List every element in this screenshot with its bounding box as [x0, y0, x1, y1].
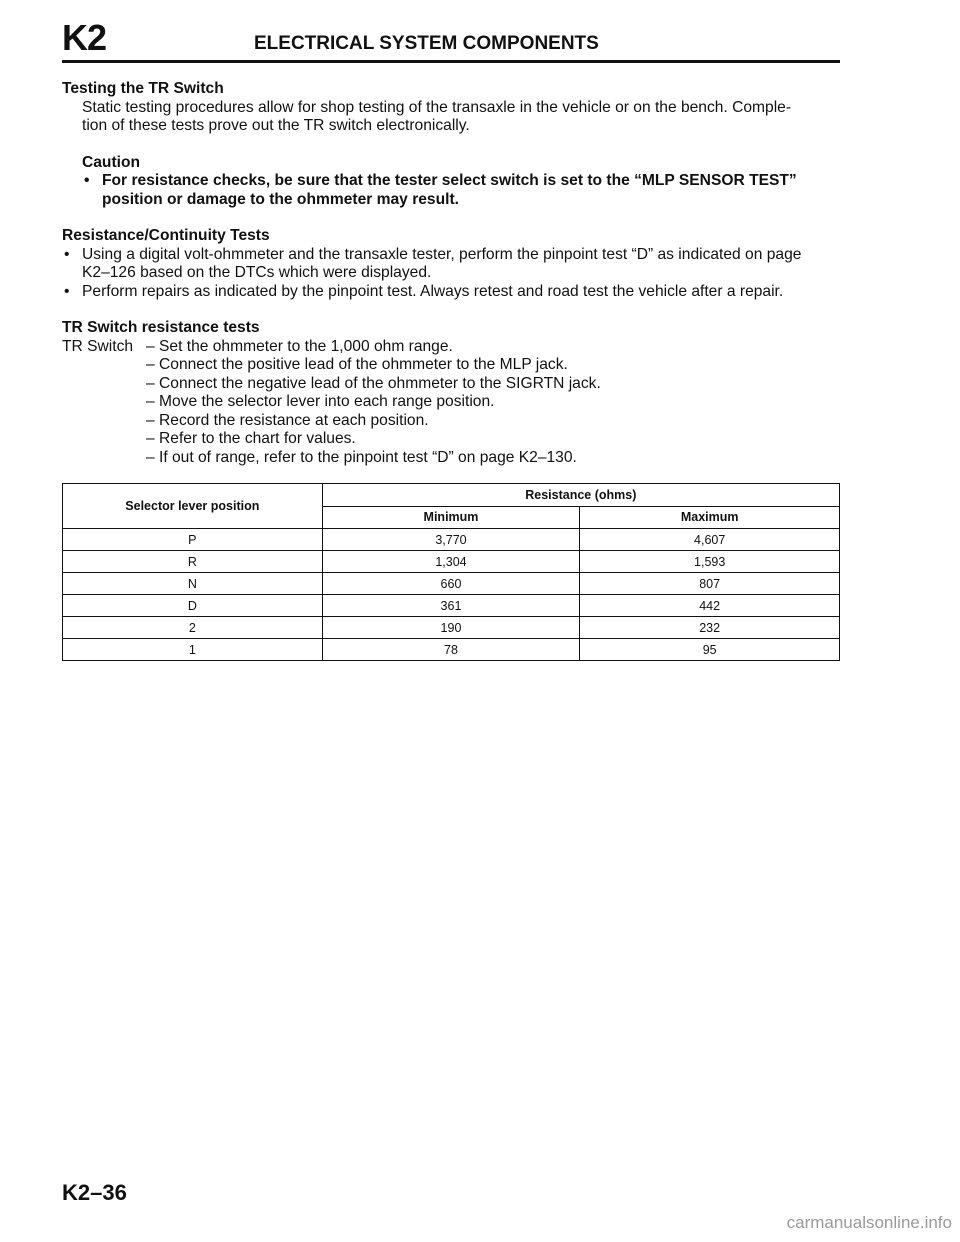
- cell-position: D: [63, 595, 323, 617]
- table-row: [63, 595, 840, 617]
- cell-max: 95: [580, 639, 840, 661]
- continuity-line: • Using a digital volt-ohmmeter and the transaxle tester, perform the pinpoint test “D” as indicated on page: [82, 245, 802, 263]
- cell-position: 1: [63, 639, 323, 661]
- table-row: [63, 551, 840, 573]
- page-title: ELECTRICAL SYSTEM COMPONENTS: [254, 33, 599, 54]
- caution-line: position or damage to the ohmmeter may result.: [102, 190, 459, 208]
- tr-step: – Connect the positive lead of the ohmmeter to the MLP jack.: [146, 356, 568, 373]
- testing-line: tion of these tests prove out the TR switch electronically.: [82, 117, 470, 134]
- tr-tests-heading: TR Switch resistance tests: [62, 319, 260, 336]
- continuity-item: [62, 246, 842, 283]
- cell-position: R: [63, 551, 323, 573]
- table-row: [63, 573, 840, 595]
- cell-min: 660: [322, 573, 580, 595]
- cell-min: 190: [322, 617, 580, 639]
- caution-list: [82, 172, 842, 209]
- page-number: K2–36: [62, 1180, 127, 1205]
- caution-heading: Caution: [82, 153, 141, 171]
- col-header-resistance: Resistance (ohms): [322, 484, 839, 507]
- watermark: carmanualsonline.info: [786, 1213, 952, 1232]
- tr-step: – Record the resistance at each position.: [146, 411, 429, 429]
- cell-max: 807: [580, 573, 840, 595]
- cell-max: 232: [580, 617, 840, 639]
- caution-block: [62, 154, 842, 210]
- continuity-line: K2–126 based on the DTCs which were displayed.: [82, 264, 432, 281]
- table-row: [63, 639, 840, 661]
- table-body: [63, 529, 840, 661]
- tr-step: – Refer to the chart for values.: [146, 430, 356, 447]
- testing-line: Static testing procedures allow for shop testing of the transaxle in the vehicle or on the bench. Comple-: [82, 98, 792, 116]
- tr-step: – Set the ohmmeter to the 1,000 ohm range.: [146, 337, 453, 355]
- continuity-item: [62, 283, 842, 302]
- cell-min: 1,304: [322, 551, 580, 573]
- tr-step: – Connect the negative lead of the ohmmeter to the SIGRTN jack.: [146, 374, 601, 392]
- cell-position: N: [63, 573, 323, 595]
- resistance-table: [62, 483, 840, 661]
- header-divider: [62, 60, 840, 63]
- col-header-min: Minimum: [322, 506, 580, 529]
- tr-switch-label: TR Switch: [62, 337, 134, 355]
- table-row: [63, 617, 840, 639]
- tr-step: – If out of range, refer to the pinpoint test “D” on page K2–130.: [146, 448, 577, 466]
- col-header-position: Selector lever position: [63, 484, 323, 529]
- tr-tests-procedure: [62, 338, 842, 468]
- cell-min: 78: [322, 639, 580, 661]
- caution-line: • For resistance checks, be sure that the tester select switch is set to the “MLP SENSOR TEST”: [102, 172, 797, 189]
- col-header-max: Maximum: [580, 506, 840, 529]
- cell-min: 361: [322, 595, 580, 617]
- section-code: K2: [62, 17, 107, 58]
- table-row: [63, 529, 840, 551]
- testing-paragraph: [62, 99, 842, 136]
- cell-max: 4,607: [580, 529, 840, 551]
- cell-max: 1,593: [580, 551, 840, 573]
- caution-item: [82, 172, 842, 209]
- continuity-list: [62, 246, 842, 302]
- cell-max: 442: [580, 595, 840, 617]
- continuity-line: • Perform repairs as indicated by the pinpoint test. Always retest and road test the vehicle after a repair.: [82, 282, 784, 300]
- tr-step: – Move the selector lever into each range position.: [146, 393, 495, 410]
- testing-heading: Testing the TR Switch: [62, 80, 224, 97]
- cell-min: 3,770: [322, 529, 580, 551]
- cell-position: P: [63, 529, 323, 551]
- page-content: [62, 80, 842, 467]
- cell-position: 2: [63, 617, 323, 639]
- tr-steps-list: [146, 338, 601, 468]
- continuity-heading: Resistance/Continuity Tests: [62, 227, 270, 244]
